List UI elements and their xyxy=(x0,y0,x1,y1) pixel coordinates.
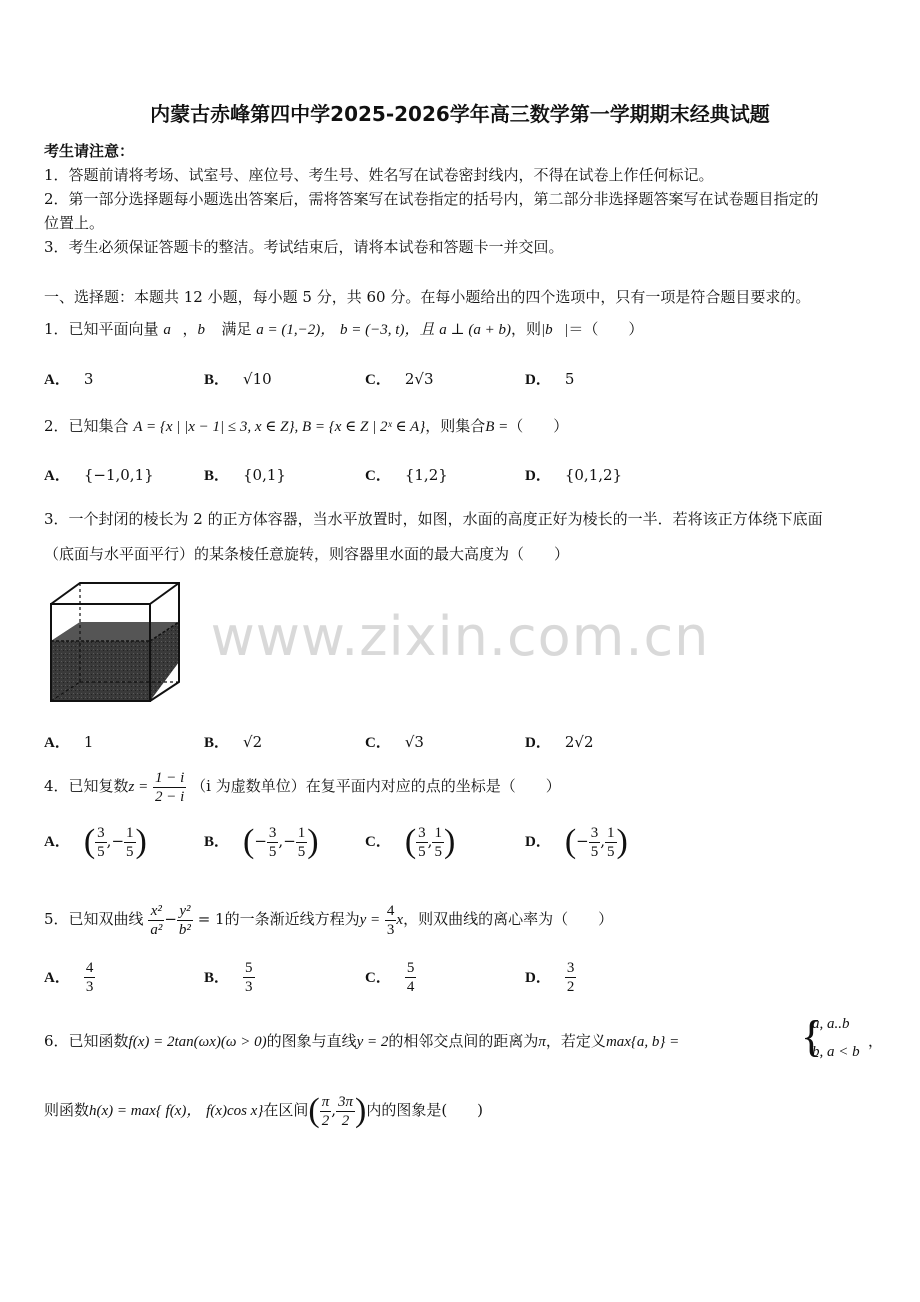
denominator: 5 xyxy=(607,843,615,860)
option-letter: C． xyxy=(365,735,391,751)
option-a xyxy=(44,731,93,752)
option-d xyxy=(525,959,576,996)
option-letter: A． xyxy=(44,468,70,484)
option-value: {0,1,2} xyxy=(564,466,623,484)
q5-tail: ，则双曲线的离心率为（ ） xyxy=(403,910,614,928)
sign: − xyxy=(111,832,125,850)
q2-lead: 2．已知集合 xyxy=(44,417,129,435)
denominator: 5 xyxy=(297,843,306,860)
x2-over-a2: $\frac{\text{x²}}{\text{a²}}$ xyxy=(150,902,163,938)
option-letter: B． xyxy=(204,834,230,850)
option-a xyxy=(44,959,95,996)
q6-h: h(x) = max{ f(x)， xyxy=(89,1103,202,1119)
option-b xyxy=(204,368,272,389)
option-value: √2 xyxy=(243,733,263,751)
question-6-line1 xyxy=(44,1030,679,1051)
sign: − xyxy=(283,832,296,850)
numerator: 1 − i xyxy=(155,769,185,786)
q6-max: max{a, b} = xyxy=(605,1034,680,1050)
q2-sets: A = {x | |x − 1| ≤ 3, x ∈ Z}, B = {x ∈ Z | 2ˣ ∈ A} xyxy=(133,419,426,435)
q6-line: y = 2 xyxy=(356,1034,389,1050)
denominator: 2 xyxy=(321,1112,330,1129)
option-b xyxy=(204,464,286,485)
numerator: 3 xyxy=(566,960,575,976)
q1-paren: ＝（ ） xyxy=(568,320,644,338)
option-value: 5 xyxy=(564,370,575,388)
numerator: 3 xyxy=(97,824,105,841)
numerator: 3 xyxy=(590,824,599,841)
q2-b: B = xyxy=(485,419,509,435)
option-letter: D． xyxy=(525,735,551,751)
option-d xyxy=(525,368,574,389)
option-c: C． ( $\frac{3}{5}$ , $\frac{1}{5}$ ) xyxy=(365,823,456,860)
option-c xyxy=(365,464,448,485)
option-letter: A． xyxy=(44,735,70,751)
q2-paren: （ ） xyxy=(508,417,569,435)
question-6-line2: 则函数h(x) = max{ f(x)， f(x)cos x}在区间( $\frac{\pi}{2}$ , $\frac{3\pi}{2}$ )内的图象是( ) xyxy=(44,1092,484,1129)
q1-tail: ，则 xyxy=(510,320,541,338)
option-b xyxy=(204,959,255,996)
notice-item: 1．答题前请将考场、试室号、座位号、考生号、姓名写在试卷密封线内，不得在试卷上作任何标记。 xyxy=(44,166,714,184)
q4-fraction xyxy=(153,769,186,806)
option-value: {1,2} xyxy=(404,466,448,484)
option-value: {−1,0,1} xyxy=(83,466,154,484)
option-value: 2√2 xyxy=(564,733,594,751)
question-3-line2: （底面与水平面平行）的某条棱任意旋转，则容器里水面的最大高度为（ ） xyxy=(44,545,570,563)
y2-over-b2: $\frac{\text{y²}}{\text{b²}}$ xyxy=(178,902,191,938)
q1-mid: 满足 xyxy=(221,320,252,338)
q6-line2-mid: 在区间 xyxy=(263,1101,309,1119)
denominator: 5 xyxy=(590,843,599,860)
piecewise-case-2: b, a < b xyxy=(812,1044,860,1060)
option-value: 3 xyxy=(83,370,94,388)
vec-a: a⃗ xyxy=(163,322,183,338)
notice-item: 3．考生必须保证答题卡的整洁。考试结束后，请将本试卷和答题卡一并交回。 xyxy=(44,238,564,256)
option-value: √10 xyxy=(243,370,272,388)
question-5: 5．已知双曲线 $\frac{\text{x²}}{\text{a²}}$ − $\frac{\text{y²}}{\text{b²}}$ = 1的一条渐近线方程为y = $\frac{4}{3}$ x，则双曲线的离心率为（ ） xyxy=(44,902,614,938)
option-letter: C． xyxy=(365,468,391,484)
option-letter: C． xyxy=(365,372,391,388)
denominator: 5 xyxy=(418,843,426,860)
vec-b: b⃗ xyxy=(197,322,217,338)
denominator: 2 − i xyxy=(155,788,185,805)
numerator: 1 xyxy=(434,824,442,841)
option-b xyxy=(204,731,262,752)
notice-heading: 考生请注意： xyxy=(44,142,135,160)
interval-end xyxy=(336,1093,355,1130)
q1-condition: a ⊥ (a + b) xyxy=(439,322,511,338)
numerator: 1 xyxy=(126,824,134,841)
q1-norm: |b⃗| xyxy=(540,322,569,338)
option-value: 1 xyxy=(83,733,94,751)
option-a xyxy=(44,368,93,389)
option-b: B． (− $\frac{3}{5}$ ,− $\frac{1}{5}$ ) xyxy=(204,823,319,860)
numerator: 5 xyxy=(245,960,253,976)
q5-mid: 的一条渐近线方程为 xyxy=(224,910,360,928)
option-letter: C． xyxy=(365,969,391,986)
page-title: 内蒙古赤峰第四中学2025-2026学年高三数学第一学期期末经典试题 xyxy=(150,102,770,126)
option-letter: B． xyxy=(204,372,230,388)
denominator: 4 xyxy=(406,979,415,995)
option-letter: B． xyxy=(204,969,230,986)
option-letter: D． xyxy=(525,468,551,484)
numerator: 5 xyxy=(406,960,415,976)
numerator: π xyxy=(321,1093,330,1110)
q5-eq: = 1 xyxy=(197,910,225,928)
notice-item: 位置上。 xyxy=(44,214,105,232)
option-letter: D． xyxy=(525,834,551,850)
denominator: 2 xyxy=(341,1112,350,1129)
interval-start xyxy=(320,1093,332,1130)
notice-item: 2．第一部分选择题每小题选出答案后，需将答案写在试卷指定的括号内，第二部分非选择题答案写在试卷题目指定的 xyxy=(44,190,819,208)
option-d xyxy=(525,464,622,485)
option-letter: C． xyxy=(365,834,391,850)
numerator: 3 xyxy=(418,824,426,841)
option-letter: A． xyxy=(44,969,70,986)
q1-b-value: b = (−3, t)，且 xyxy=(340,322,435,338)
option-letter: B． xyxy=(204,468,230,484)
denominator: 2 xyxy=(566,979,575,995)
option-letter: D． xyxy=(525,969,551,986)
option-c xyxy=(365,731,424,752)
sign: − xyxy=(576,832,589,850)
option-letter: A． xyxy=(44,834,70,850)
option-letter: B． xyxy=(204,735,230,751)
option-a xyxy=(44,464,154,485)
option-value: {0,1} xyxy=(243,466,286,484)
denominator: 5 xyxy=(434,843,442,860)
watermark: www.zixin.com.cn xyxy=(210,605,710,668)
option-value: 2√3 xyxy=(404,370,434,388)
denominator: 5 xyxy=(97,843,105,860)
option-d xyxy=(525,731,594,752)
piecewise-brace: { xyxy=(801,1012,823,1061)
q6-mid2: 的相邻交点间的距离为 xyxy=(388,1032,539,1050)
q6-line2-tail: 内的图象是( ) xyxy=(366,1101,484,1119)
sign: − xyxy=(254,832,267,850)
q6-mid: 的图象与直线 xyxy=(266,1032,357,1050)
q4-z: z = xyxy=(128,779,149,795)
piecewise-case-1: a, a..b xyxy=(812,1016,850,1032)
denominator: 5 xyxy=(126,843,134,860)
question-2 xyxy=(44,415,568,436)
numerator: 3 xyxy=(268,824,277,841)
option-d: D． (− $\frac{3}{5}$ , $\frac{1}{5}$ ) xyxy=(525,823,628,860)
option-a: A． ( $\frac{3}{5}$ ,− $\frac{1}{5}$ ) xyxy=(44,823,147,860)
comma: ， xyxy=(868,1032,884,1050)
q5-y: y = xyxy=(359,912,381,928)
option-letter: A． xyxy=(44,372,70,388)
q5-slope: $\frac{4}{3}$ xyxy=(386,902,395,938)
option-c xyxy=(365,959,416,996)
section-heading: 一、选择题：本题共 12 小题，每小题 5 分，共 60 分。在每小题给出的四个选项中，只有一项是符合题目要求的。 xyxy=(44,288,811,306)
q2-tail: ，则集合 xyxy=(425,417,486,435)
q1-lead: 1．已知平面向量 xyxy=(44,320,159,338)
option-c xyxy=(365,368,434,389)
q6-pi: π xyxy=(538,1034,546,1050)
denominator: 3 xyxy=(245,979,253,995)
numerator: 4 xyxy=(85,960,94,976)
q5-lead: 5．已知双曲线 xyxy=(44,910,144,928)
numerator: 1 xyxy=(607,824,615,841)
denominator: 3 xyxy=(85,979,94,995)
denominator: 5 xyxy=(268,843,277,860)
numerator: 3π xyxy=(337,1093,353,1110)
q6-mid3: ，若定义 xyxy=(545,1032,606,1050)
numerator: 1 xyxy=(297,824,306,841)
q5-x: x xyxy=(396,912,404,928)
q6-lead: 6．已知函数 xyxy=(44,1032,129,1050)
option-value: √3 xyxy=(404,733,424,751)
q4-lead: 4．已知复数 xyxy=(44,777,129,795)
question-3-line1: 3．一个封闭的棱长为 2 的正方体容器，当水平放置时，如图，水面的高度正好为棱长的一半．若将该正方体绕下底面 xyxy=(44,510,823,528)
q1-a-value: a = (1,−2)， xyxy=(256,322,336,338)
q6-h2: f(x)cos x} xyxy=(206,1103,264,1119)
q6-line2-lead: 则函数 xyxy=(44,1101,90,1119)
q4-tail: （i 为虚数单位）在复平面内对应的点的坐标是（ ） xyxy=(191,777,561,795)
question-4 xyxy=(44,767,561,806)
q6-function: f(x) = 2tan(ωx)(ω > 0) xyxy=(128,1034,267,1050)
option-letter: D． xyxy=(525,372,551,388)
question-1: 1．已知平面向量 a⃗，b⃗ 满足 a = (1,−2)， b = (−3, t)，且 a ⊥ (a + b)，则|b⃗|＝（ ） xyxy=(44,320,644,338)
